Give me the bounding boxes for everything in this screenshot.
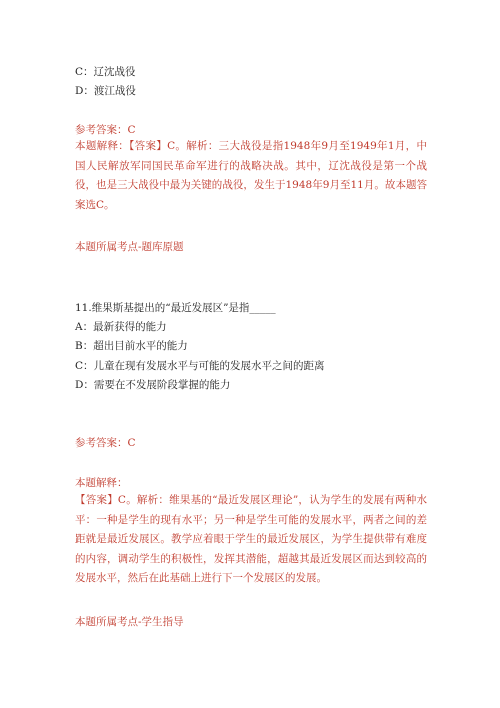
- q11-question: 11.维果斯基提出的“最近发展区”是指_____: [75, 302, 276, 314]
- q10-explanation: 本题解释：【答案】C。解析：三大战役是指1948年9月至1949年1月，中国人民解放军同国民革命军进行的战略决战。其中，辽沈战役是第一个战役，也是三大战役中最为关键的战役，发生于1948年9月至11月。故本题答案选C。: [75, 140, 427, 211]
- q11-explanation-title: 本题解释：: [75, 477, 128, 489]
- q11-option-a: A：最新获得的能力: [75, 321, 167, 333]
- q10-answer: 参考答案：C: [75, 124, 136, 136]
- q10-tag: 本题所属考点-题库原题: [75, 241, 184, 253]
- q11-option-b: B：超出目前水平的能力: [75, 340, 188, 352]
- q11-explanation: 【答案】C。解析：维果基的“最近发展区理论”，认为学生的发展有两种水平：一种是学生的现有水平；另一种是学生可能的发展水平，两者之间的差距就是最近发展区。教学应着眼于学生的最近发展区，为学生提供带有难度的内容，调动学生的积极性，发挥其潜能，超越其最近发展区而达到较高的发展水平，然后在此基础上进行下一个发展区的发展。: [75, 494, 427, 584]
- q11-tag: 本题所属考点-学生指导: [75, 616, 184, 628]
- q10-option-d: D：渡江战役: [75, 85, 136, 97]
- q11-option-c: C：儿童在现有发展水平与可能的发展水平之间的距离: [75, 360, 325, 372]
- q11-option-d: D：需要在不发展阶段掌握的能力: [75, 379, 231, 391]
- q10-option-c: C：辽沈战役: [75, 66, 136, 78]
- q11-answer: 参考答案：C: [75, 437, 136, 449]
